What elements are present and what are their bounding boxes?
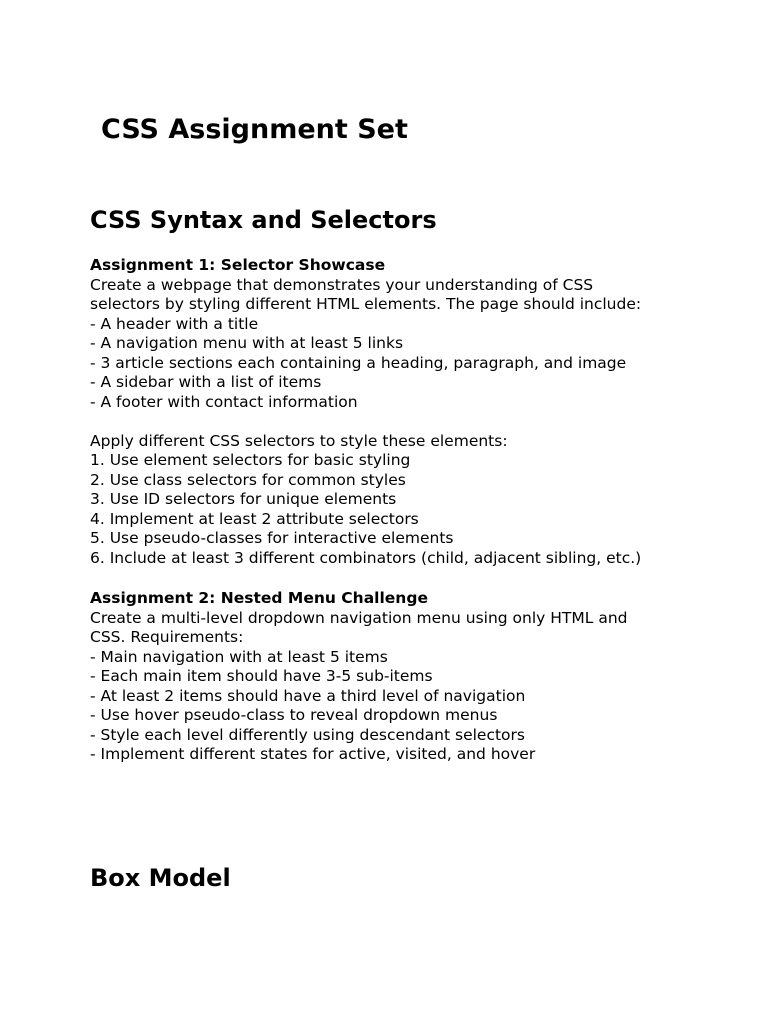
assignment-1-apply-intro: Apply different CSS selectors to style these elements:: [90, 431, 508, 450]
assignment-1-bullet: - A sidebar with a list of items: [90, 373, 322, 391]
assignment-2-bullet: - Implement different states for active, visited, and hover: [90, 745, 536, 763]
section-heading-box-model: Box Model: [90, 864, 231, 892]
assignment-2-title: Assignment 2: Nested Menu Challenge: [90, 589, 428, 607]
assignment-1-bullet: - A navigation menu with at least 5 links: [90, 334, 404, 352]
blank-line: [90, 412, 730, 432]
assignment-1-step: 2. Use class selectors for common styles: [90, 470, 406, 489]
assignment-1-step: 3. Use ID selectors for unique elements: [90, 490, 397, 508]
assignment-1-intro-line: Create a webpage that demonstrates your understanding of CSS: [90, 275, 594, 294]
assignment-2-intro-line: Create a multi-level dropdown navigation menu using only HTML and: [90, 608, 628, 627]
assignment-2-bullet: - Style each level differently using descendant selectors: [90, 725, 525, 744]
assignment-1-bullet: - A footer with contact information: [90, 392, 358, 411]
assignment-1-bullet: - 3 article sections each containing a heading, paragraph, and image: [90, 353, 627, 372]
assignment-2: [90, 589, 730, 765]
assignment-2-intro-line: CSS. Requirements:: [90, 628, 244, 646]
assignment-1-intro-line: selectors by styling different HTML elements. The page should include:: [90, 295, 642, 313]
section-heading-css-syntax: CSS Syntax and Selectors: [90, 206, 437, 234]
assignment-1-title: Assignment 1: Selector Showcase: [90, 256, 386, 274]
assignment-1-step: 4. Implement at least 2 attribute selectors: [90, 509, 419, 528]
document-title: CSS Assignment Set: [101, 114, 408, 145]
assignment-1-step: 1. Use element selectors for basic styling: [90, 451, 411, 469]
assignment-1-step: 6. Include at least 3 different combinators (child, adjacent sibling, etc.): [90, 548, 642, 567]
assignment-2-bullet: - At least 2 items should have a third level of navigation: [90, 686, 526, 705]
assignment-2-bullet: - Main navigation with at least 5 items: [90, 647, 388, 666]
assignment-1-bullet: - A header with a title: [90, 314, 259, 333]
assignment-2-bullet: - Use hover pseudo-class to reveal dropdown menus: [90, 706, 498, 724]
assignment-2-bullet: - Each main item should have 3-5 sub-items: [90, 667, 433, 685]
assignment-1-step: 5. Use pseudo-classes for interactive elements: [90, 529, 454, 547]
assignment-1: [90, 256, 730, 568]
